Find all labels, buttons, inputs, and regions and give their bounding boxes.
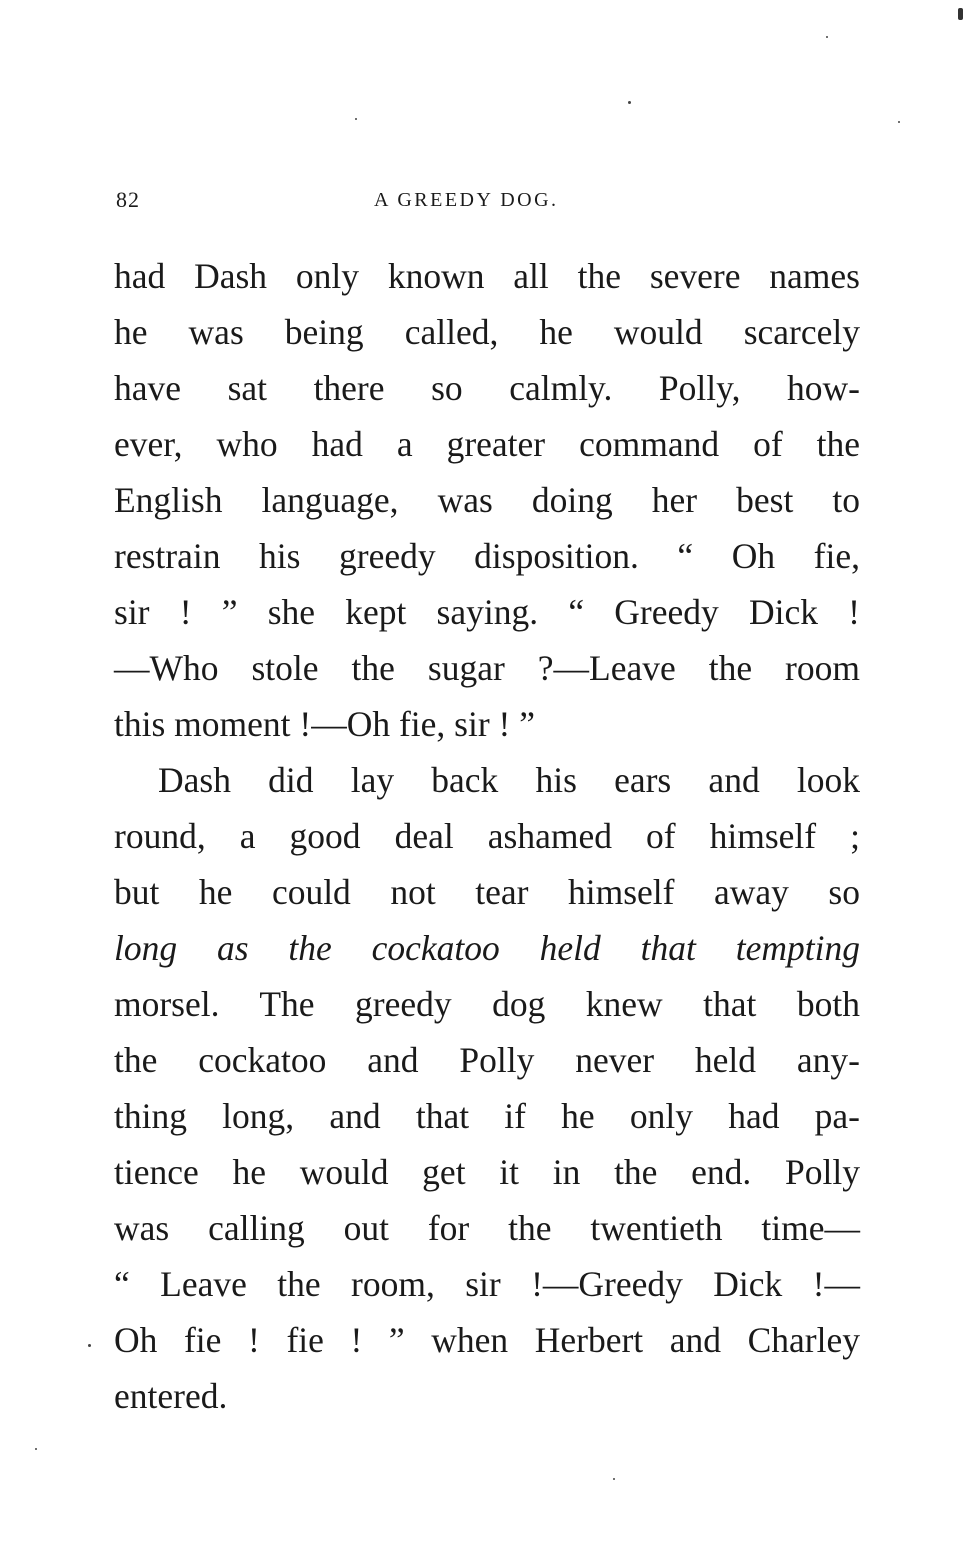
text-line: was calling out for the twentieth time—	[114, 1208, 860, 1248]
scan-speck	[958, 8, 963, 20]
text-line: have sat there so calmly. Polly, how-	[114, 368, 860, 408]
text-line: tience he would get it in the end. Polly	[114, 1152, 860, 1192]
paragraph-1	[114, 248, 860, 752]
paragraph-2	[114, 752, 860, 1424]
text-line: this moment !—Oh fie, sir ! ”	[114, 704, 535, 744]
page-number: 82	[116, 187, 140, 212]
scan-speck	[355, 118, 357, 120]
text-line: Dash did lay back his ears and look	[158, 760, 860, 800]
running-head	[116, 187, 860, 219]
text-line: entered.	[114, 1376, 228, 1416]
scan-speck	[628, 101, 631, 104]
text-line: sir ! ” she kept saying. “ Greedy Dick !	[114, 592, 860, 632]
text-line: had Dash only known all the severe names	[114, 256, 860, 296]
text-line: English language, was doing her best to	[114, 480, 860, 520]
scan-speck	[35, 1448, 37, 1450]
text-line: —Who stole the sugar ?—Leave the room	[114, 648, 860, 688]
text-line: morsel. The greedy dog knew that both	[114, 984, 860, 1024]
text-line: thing long, and that if he only had pa-	[114, 1096, 860, 1136]
running-title: A GREEDY DOG.	[374, 189, 559, 211]
text-line: he was being called, he would scarcely	[114, 312, 860, 352]
text-line: the cockatoo and Polly never held any-	[114, 1040, 860, 1080]
text-line: restrain his greedy disposition. “ Oh fie,	[114, 536, 860, 576]
text-line: ever, who had a greater command of the	[114, 424, 860, 464]
scan-speck	[613, 1478, 615, 1480]
text-line: “ Leave the room, sir !—Greedy Dick !—	[114, 1264, 860, 1304]
body-text	[114, 248, 860, 1424]
text-line-italic: long as the cockatoo held that tempting	[114, 928, 860, 968]
text-line: but he could not tear himself away so	[114, 872, 860, 912]
scan-speck	[826, 36, 828, 38]
scan-speck	[88, 1344, 91, 1347]
text-line: Oh fie ! fie ! ” when Herbert and Charley	[114, 1320, 860, 1360]
scan-speck	[898, 121, 900, 123]
text-line: round, a good deal ashamed of himself ;	[114, 816, 860, 856]
